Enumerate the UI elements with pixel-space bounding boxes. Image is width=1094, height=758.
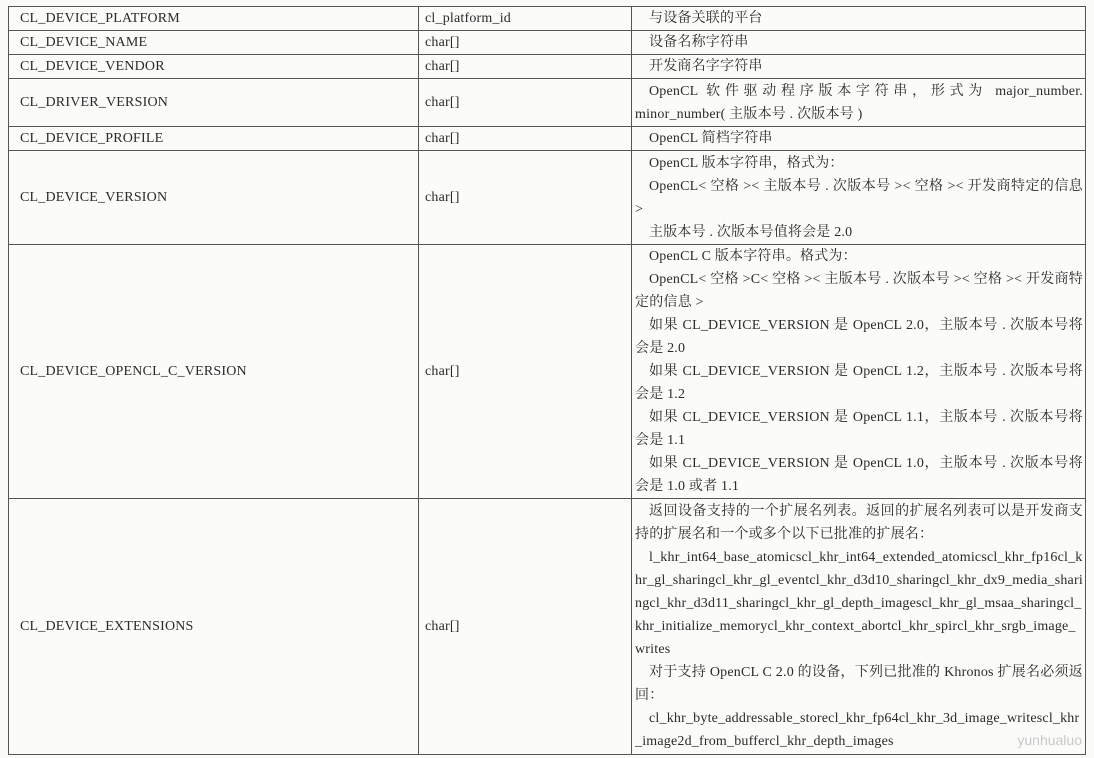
param-type: char[] — [419, 245, 632, 499]
table-row — [9, 55, 1086, 79]
param-name: CL_DEVICE_EXTENSIONS — [9, 499, 419, 755]
param-description: OpenCL C 版本字符串。格式为： OpenCL< 空格 >C< 空格 >< 主版本号 . 次版本号 >< 空格 >< 开发商特定的信息 > 如果 CL_DEVICE_VERSION 是 OpenCL 2.0，主版本号 . 次版本号将会是 2.0 如果 CL_DEVICE_VERSION 是 OpenCL 1.2，主版本号 . 次版本号将会是 1.2 如果 CL_DEVICE_VERSION 是 OpenCL 1.1，主版本号 . 次版本号将会是 1.1 如果 CL_DEVICE_VERSION 是 OpenCL 1.0，主版本号 . 次版本号将会是 1.0 或者 1.1 — [632, 245, 1086, 499]
param-name: CL_DEVICE_OPENCL_C_VERSION — [9, 245, 419, 499]
table-row — [9, 79, 1086, 127]
param-description: 返回设备支持的一个扩展名列表。返回的扩展名列表可以是开发商支持的扩展名和一个或多个以下已批准的扩展名： l_khr_int64_base_atomicscl_khr_int64_extended_atomicscl_khr_fp16cl_khr_gl_sharingcl_khr_gl_eventcl_khr_d3d10_sharingcl_khr_dx9_media_sharingcl_khr_d3d11_sharingcl_khr_gl_depth_imagescl_khr_gl_msaa_sharingcl_khr_initialize_memorycl_khr_context_abortcl_khr_spircl_khr_srgb_image_writes 对于支持 OpenCL C 2.0 的设备，下列已批准的 Khronos 扩展名必须返回： cl_khr_byte_addressable_storecl_khr_fp64cl_khr_3d_image_writescl_khr_image2d_from_buffercl_khr_depth_images — [632, 499, 1086, 755]
param-name: CL_DEVICE_NAME — [9, 31, 419, 55]
param-description: OpenCL 简档字符串 — [632, 127, 1086, 151]
param-type: char[] — [419, 499, 632, 755]
param-description: OpenCL 版本字符串，格式为： OpenCL< 空格 >< 主版本号 . 次版本号 >< 空格 >< 开发商特定的信息 > 主版本号 . 次版本号值将会是 2.0 — [632, 151, 1086, 245]
param-name: CL_DEVICE_PLATFORM — [9, 7, 419, 31]
table-row — [9, 31, 1086, 55]
param-type: char[] — [419, 31, 632, 55]
table-row — [9, 7, 1086, 31]
watermark-text: yunhualuo — [1017, 732, 1082, 748]
param-name: CL_DEVICE_PROFILE — [9, 127, 419, 151]
param-name: CL_DEVICE_VERSION — [9, 151, 419, 245]
table-row — [9, 127, 1086, 151]
param-name: CL_DRIVER_VERSION — [9, 79, 419, 127]
param-description: 开发商名字字符串 — [632, 55, 1086, 79]
param-description: 设备名称字符串 — [632, 31, 1086, 55]
param-type: char[] — [419, 55, 632, 79]
param-type: char[] — [419, 151, 632, 245]
device-info-table — [8, 6, 1086, 755]
table-row — [9, 245, 1086, 499]
param-type: cl_platform_id — [419, 7, 632, 31]
param-type: char[] — [419, 127, 632, 151]
param-description: OpenCL 软件驱动程序版本字符串，形式为 major_number. minor_number( 主版本号 . 次版本号 ) — [632, 79, 1086, 127]
table-row — [9, 151, 1086, 245]
table-row — [9, 499, 1086, 755]
param-description: 与设备关联的平台 — [632, 7, 1086, 31]
param-type: char[] — [419, 79, 632, 127]
param-name: CL_DEVICE_VENDOR — [9, 55, 419, 79]
